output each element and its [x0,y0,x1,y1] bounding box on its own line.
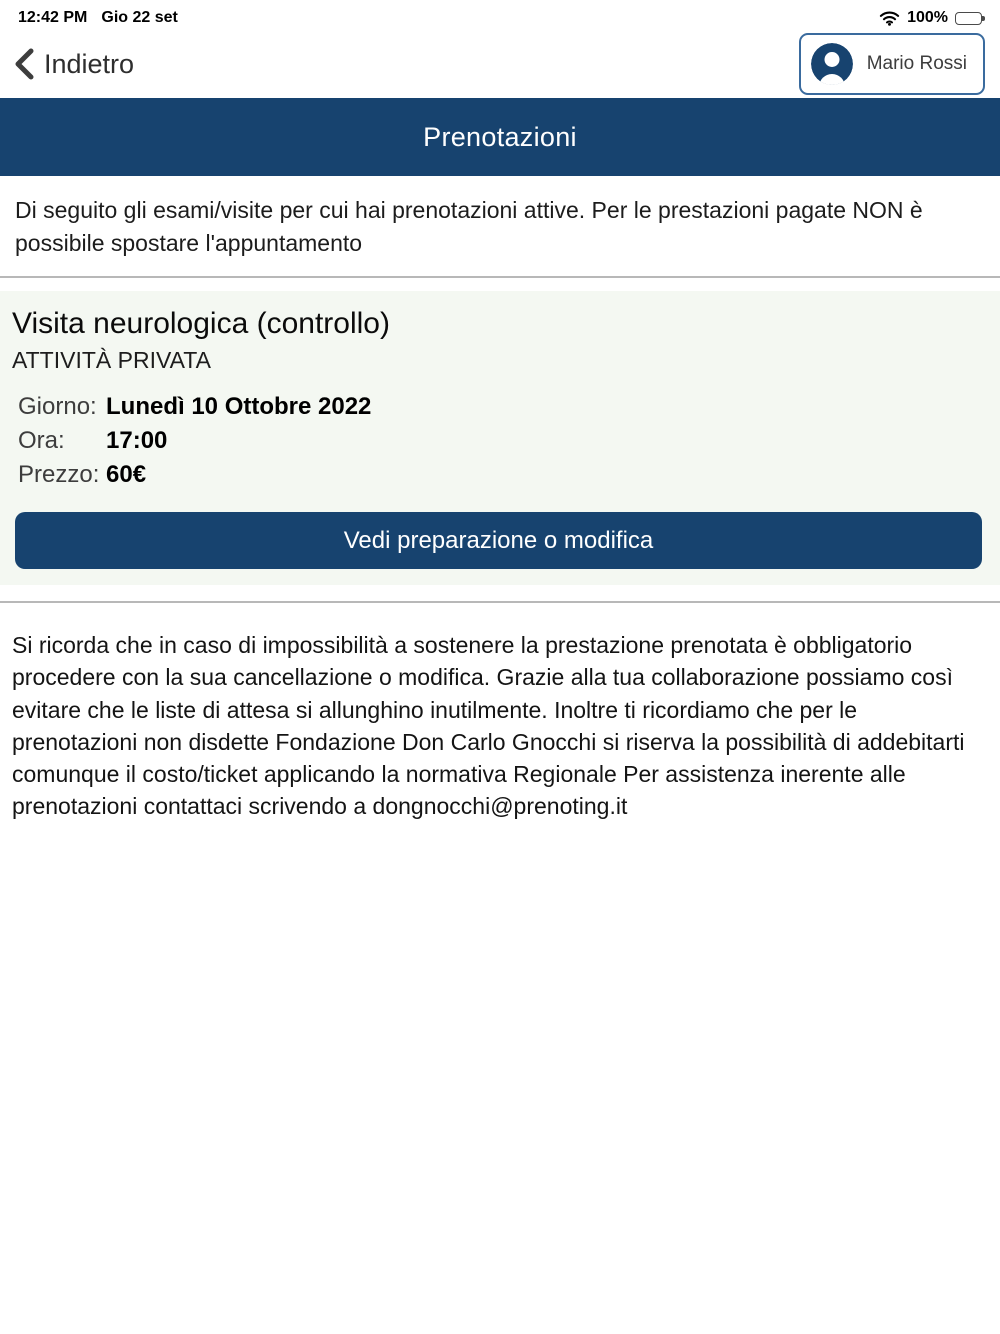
divider [0,276,1000,278]
time-value: 17:00 [106,427,168,455]
footer-note: Si ricorda che in caso di impossibilità a sostenere la prestazione prenotata è obbligatorio procedere con la sua cancellazione o modifica. Grazie alla tua collaborazione possiamo così evitare che le liste di attesa si allunghino inutilmente. Inoltre ti ricordiamo che per le prenotazioni non disdette Fondazione Don Carlo Gnocchi si riserva la possibilità di addebitarti comunque il costo/ticket applicando la normativa Regionale Per assistenza inerente alle prenotazioni contattaci scrivendo a dongnocchi@prenoting.it [12,632,965,820]
booking-subtitle: ATTIVITÀ PRIVATA [12,347,211,374]
status-bar [0,0,1000,30]
booking-row-price [18,458,985,492]
view-preparation-or-edit-button[interactable]: Vedi preparazione o modifica [15,512,982,569]
day-value: Lunedì 10 Ottobre 2022 [106,393,372,421]
wifi-icon [879,10,900,26]
status-date: Gio 22 set [101,9,178,26]
chevron-left-icon [12,47,36,81]
price-label: Prezzo: [18,461,100,489]
booking-row-day [18,390,985,424]
booking-title: Visita neurologica (controllo) [12,307,390,341]
time-label: Ora: [18,427,65,455]
divider [0,601,1000,603]
back-button[interactable] [12,47,134,81]
nav-bar [0,30,1000,98]
profile-name: Mario Rossi [866,53,967,74]
price-value: 60€ [106,461,147,489]
booking-card [0,291,1000,585]
profile-button[interactable] [799,33,985,95]
battery-percent: 100% [907,9,948,26]
back-button-label: Indietro [44,48,135,79]
battery-icon [955,12,982,25]
status-time: 12:42 PM [18,9,88,26]
booking-details [18,390,985,492]
page-title-bar [0,98,1000,176]
booking-row-time [18,424,985,458]
user-avatar-icon [811,43,853,85]
intro-text: Di seguito gli esami/visite per cui hai prenotazioni attive. Per le prestazioni pagate NON è possibile spostare l'appuntamento [15,197,923,257]
day-label: Giorno: [18,393,97,421]
page-title: Prenotazioni [423,121,577,152]
